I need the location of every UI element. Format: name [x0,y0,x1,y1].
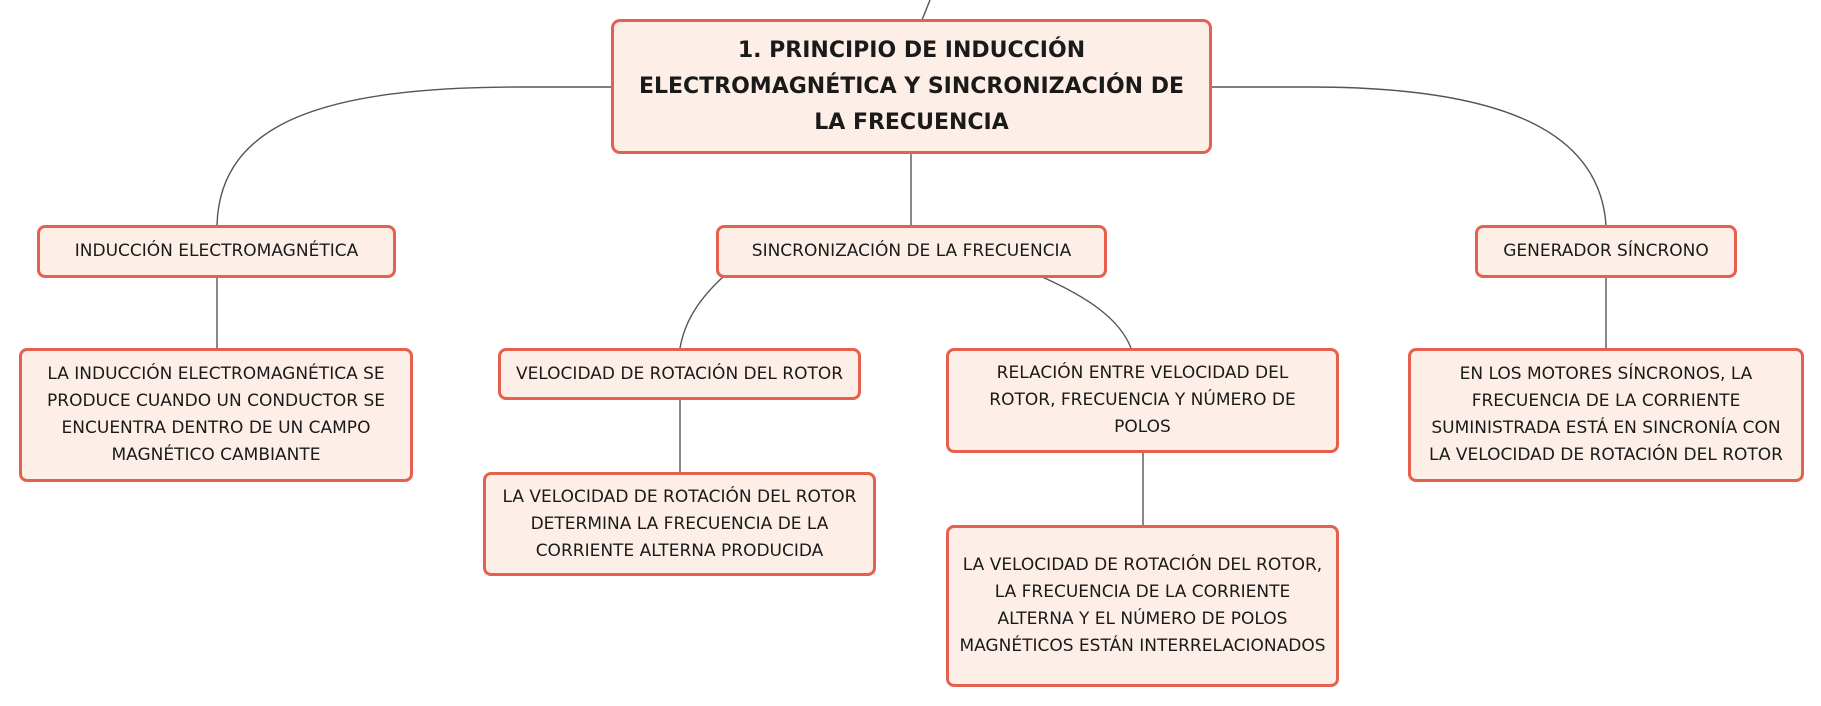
generador-detail-node[interactable] [1408,348,1804,482]
connector-parent-stub [922,0,930,20]
generador-node[interactable] [1475,225,1737,278]
relacion-detail-node[interactable] [946,525,1339,687]
induccion-detail-node[interactable] [19,348,413,482]
relacion-detail-text: LA VELOCIDAD DE ROTACIÓN DEL ROTOR, LA FRECUENCIA DE LA CORRIENTE ALTERNA Y EL NÚMERO DE POLOS MAGNÉTICOS ESTÁN INTERRELACIONADOS [959,555,1326,656]
induccion-detail-text: LA INDUCCIÓN ELECTROMAGNÉTICA SE PRODUCE CUANDO UN CONDUCTOR SE ENCUENTRA DENTRO DE UN CAMPO MAGNÉTICO CAMBIANTE [47,364,385,465]
relacion-label: RELACIÓN ENTRE VELOCIDAD DEL ROTOR, FRECUENCIA Y NÚMERO DE POLOS [989,363,1296,437]
connector-sincronizacion-relacion [1040,276,1131,348]
generador-detail-text: EN LOS MOTORES SÍNCRONOS, LA FRECUENCIA DE LA CORRIENTE SUMINISTRADA ESTÁ EN SINCRONÍA CON LA VELOCIDAD DE ROTACIÓN DEL ROTOR [1429,364,1783,465]
velocidad-detail-text: LA VELOCIDAD DE ROTACIÓN DEL ROTOR DETERMINA LA FRECUENCIA DE LA CORRIENTE ALTERNA PRODUCIDA [502,486,857,561]
induccion-node[interactable] [37,225,396,278]
induccion-label: INDUCCIÓN ELECTROMAGNÉTICA [74,241,359,261]
root-node[interactable] [611,19,1212,154]
velocidad-detail-node[interactable] [483,472,876,576]
connector-root-generador [1212,87,1606,225]
root-title: 1. PRINCIPIO DE INDUCCIÓN ELECTROMAGNÉTICA Y SINCRONIZACIÓN DE LA FRECUENCIA [638,37,1185,135]
velocidad-node[interactable] [498,348,861,400]
connector-root-induccion [217,87,611,225]
generador-label: GENERADOR SÍNCRONO [1503,241,1709,261]
relacion-node[interactable] [946,348,1339,453]
velocidad-label: VELOCIDAD DE ROTACIÓN DEL ROTOR [515,363,844,384]
sincronizacion-node[interactable] [716,225,1107,278]
connector-sincronizacion-velocidad [680,276,724,348]
sincronizacion-label: SINCRONIZACIÓN DE LA FRECUENCIA [751,241,1072,261]
